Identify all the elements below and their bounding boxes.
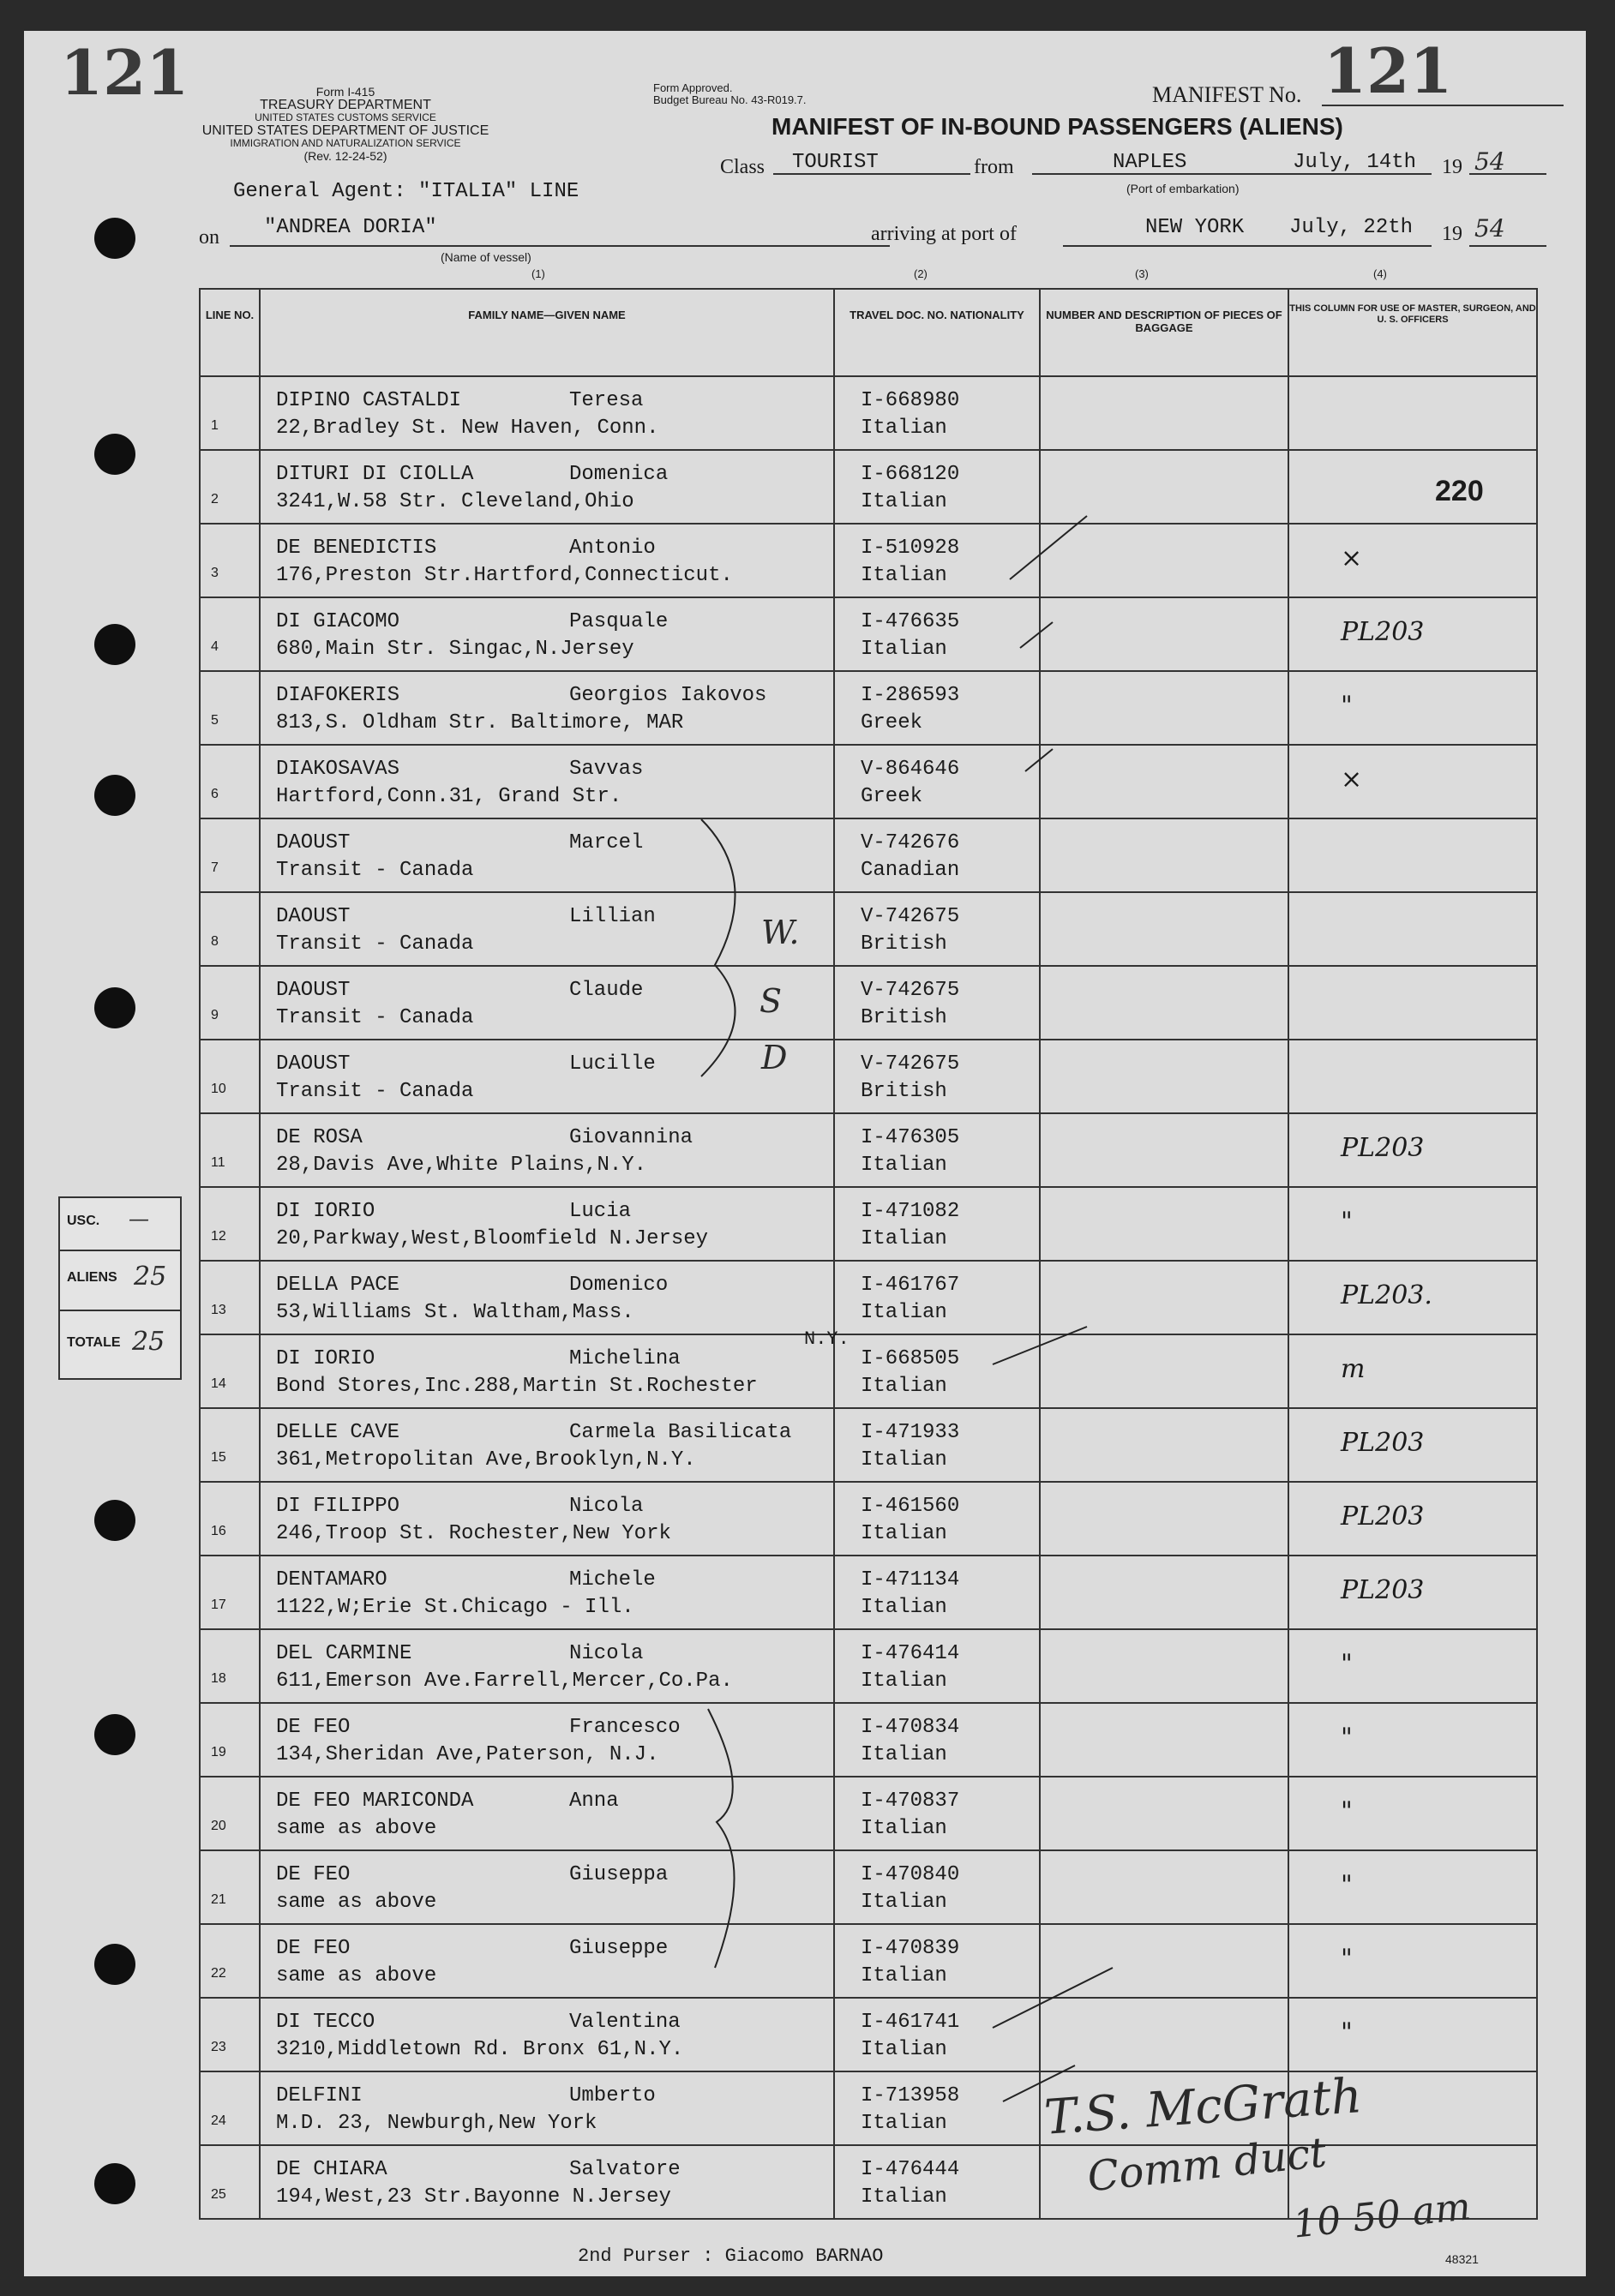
arrival-date: July, 22th: [1289, 216, 1414, 239]
check-mark: [1020, 622, 1053, 648]
given-name: Giuseppe: [569, 1937, 669, 1960]
travel-doc-number: V-742676: [861, 831, 960, 854]
travel-doc-number: I-713958: [861, 2084, 960, 2107]
travel-doc-number: I-461560: [861, 1495, 960, 1518]
travel-doc-number: I-286593: [861, 684, 960, 707]
port-of-embarkation: NAPLES: [1113, 151, 1187, 174]
address: 361,Metropolitan Ave,Brooklyn,N.Y.: [276, 1448, 696, 1472]
line-number: 10: [211, 1082, 226, 1096]
officer-note: 220: [1435, 475, 1484, 507]
nationality: Italian: [861, 1522, 947, 1545]
line-number: 3: [211, 566, 219, 580]
column-number-2: (2): [914, 267, 928, 280]
nationality: Italian: [861, 2112, 947, 2135]
form-approved: Form Approved.: [653, 81, 733, 94]
nationality: Italian: [861, 1227, 947, 1250]
family-name: DI TECCO: [276, 2011, 375, 2034]
travel-doc-number: V-742675: [861, 1052, 960, 1076]
line-number: 7: [211, 860, 219, 875]
nationality: Greek: [861, 711, 923, 734]
nationality: British: [861, 1080, 947, 1103]
justice-department: UNITED STATES DEPARTMENT OF JUSTICE: [201, 123, 489, 138]
officer-note: ": [1341, 1796, 1353, 1826]
address: 3210,Middletown Rd. Bronx 61,N.Y.: [276, 2038, 684, 2061]
travel-doc-number: V-864646: [861, 758, 960, 781]
given-name: Marcel: [569, 831, 644, 854]
line-number: 18: [211, 1671, 226, 1686]
travel-doc-number: I-476444: [861, 2158, 960, 2181]
header-officers: THIS COLUMN FOR USE OF MASTER, SURGEON, AND U. S. OFFICERS: [1289, 303, 1536, 325]
manifest-title: MANIFEST OF IN-BOUND PASSENGERS (ALIENS): [771, 113, 1343, 140]
nationality: Italian: [861, 1375, 947, 1398]
line-number: 21: [211, 1892, 226, 1907]
nationality: Italian: [861, 2185, 947, 2209]
address: same as above: [276, 1891, 437, 1914]
given-name: Teresa: [569, 389, 644, 412]
nationality: British: [861, 932, 947, 956]
officer-note: ": [1341, 691, 1353, 721]
header-travel-doc: TRAVEL DOC. NO. NATIONALITY: [850, 309, 1024, 321]
address: 246,Troop St. Rochester,New York: [276, 1522, 671, 1545]
officer-note: ": [1341, 2017, 1353, 2047]
column-number-4: (4): [1373, 267, 1387, 280]
family-mark-d: D: [761, 1039, 788, 1076]
nationality: Italian: [861, 1891, 947, 1914]
address: Bond Stores,Inc.288,Martin St.Rochester: [276, 1375, 758, 1398]
nationality: Italian: [861, 1670, 947, 1693]
line-number: 9: [211, 1008, 219, 1022]
line-number: 6: [211, 787, 219, 801]
on-label: on: [199, 226, 219, 249]
embarkation-year-prefix: 19: [1442, 156, 1462, 178]
nationality: Italian: [861, 1596, 947, 1619]
header-line-no: LINE NO.: [205, 309, 255, 321]
family-name: DAOUST: [276, 905, 351, 928]
family-name: DI FILIPPO: [276, 1495, 400, 1518]
line-number: 2: [211, 492, 219, 507]
family-name: DELFINI: [276, 2084, 363, 2107]
form-number: Form I-415: [315, 85, 375, 99]
travel-doc-number: I-510928: [861, 537, 960, 560]
given-name: Valentina: [569, 2011, 681, 2034]
family-name: DE CHIARA: [276, 2158, 387, 2181]
manifest-sheet: [24, 31, 1586, 2276]
line-number: 22: [211, 1966, 226, 1981]
given-name: Savvas: [569, 758, 644, 781]
family-name: DI GIACOMO: [276, 610, 400, 633]
signature-time: 10 50 am: [1290, 2185, 1474, 2247]
nationality: Italian: [861, 490, 947, 513]
travel-doc-number: I-461741: [861, 2011, 960, 2034]
tally-box: [58, 1196, 182, 1380]
form-revision: (Rev. 12-24-52): [303, 149, 387, 163]
treasury-department: TREASURY DEPARTMENT: [260, 98, 431, 112]
given-name: Michele: [569, 1568, 656, 1592]
travel-doc-number: I-471082: [861, 1200, 960, 1223]
manifest-number-stamp-left: 121: [60, 36, 189, 109]
family-mark-s: S: [759, 982, 783, 1020]
family-bracket: [701, 819, 735, 1076]
officer-note: ": [1341, 1649, 1353, 1679]
address: 134,Sheridan Ave,Paterson, N.J.: [276, 1743, 659, 1766]
given-name: Giovannina: [569, 1126, 693, 1149]
total-label: TOTALE: [67, 1335, 121, 1350]
family-name: DAOUST: [276, 1052, 351, 1076]
travel-doc-number: I-476414: [861, 1642, 960, 1665]
class-label: Class: [720, 156, 765, 178]
officer-note: m: [1341, 1354, 1366, 1384]
check-mark: [993, 1327, 1087, 1364]
customs-service: UNITED STATES CUSTOMS SERVICE: [255, 111, 436, 123]
address: Transit - Canada: [276, 1006, 474, 1029]
family-name: DE FEO MARICONDA: [276, 1789, 474, 1813]
family-name: DI IORIO: [276, 1200, 375, 1223]
family-name: DE FEO: [276, 1716, 351, 1739]
address: 813,S. Oldham Str. Baltimore, MAR: [276, 711, 684, 734]
nationality: Italian: [861, 1964, 947, 1987]
embarkation-date: July, 14th: [1293, 151, 1417, 174]
line-number: 4: [211, 639, 219, 654]
address: 680,Main Str. Singac,N.Jersey: [276, 638, 634, 661]
officer-note: ": [1341, 1207, 1353, 1237]
given-name: Claude: [569, 979, 644, 1002]
given-name: Lucia: [569, 1200, 632, 1223]
from-label: from: [974, 156, 1014, 178]
given-name: Domenica: [569, 463, 669, 486]
vessel-caption: (Name of vessel): [441, 250, 531, 264]
line-number: 11: [211, 1155, 225, 1170]
family-name: DAOUST: [276, 979, 351, 1002]
given-name: Georgios Iakovos: [569, 684, 767, 707]
given-name: Domenico: [569, 1274, 669, 1297]
address: 194,West,23 Str.Bayonne N.Jersey: [276, 2185, 671, 2209]
nationality: Italian: [861, 1154, 947, 1177]
travel-doc-number: I-461767: [861, 1274, 960, 1297]
line-number: 16: [211, 1524, 226, 1538]
family-name: DAOUST: [276, 831, 351, 854]
address: Transit - Canada: [276, 1080, 474, 1103]
travel-doc-number: I-470834: [861, 1716, 960, 1739]
given-name: Francesco: [569, 1716, 681, 1739]
travel-doc-number: I-668120: [861, 463, 960, 486]
manifest-number-stamp-right: 121: [1324, 34, 1453, 107]
address: 53,Williams St. Waltham,Mass.: [276, 1301, 634, 1324]
address: Hartford,Conn.31, Grand Str.: [276, 785, 622, 808]
given-name: Nicola: [569, 1642, 644, 1665]
given-name: Nicola: [569, 1495, 644, 1518]
given-name: Umberto: [569, 2084, 656, 2107]
line-number: 1: [211, 418, 219, 433]
check-mark: [1025, 749, 1053, 771]
header-baggage: NUMBER AND DESCRIPTION OF PIECES OF BAGGAGE: [1046, 309, 1282, 334]
given-name: Michelina: [569, 1347, 681, 1370]
address: 20,Parkway,West,Bloomfield N.Jersey: [276, 1227, 709, 1250]
arrival-year-prefix: 19: [1442, 223, 1462, 245]
travel-doc-number: I-470839: [861, 1937, 960, 1960]
manifest-number-label: MANIFEST No.: [1152, 82, 1302, 107]
nationality: Italian: [861, 564, 947, 587]
given-name: Lucille: [569, 1052, 656, 1076]
address: same as above: [276, 1817, 437, 1840]
nationality: Canadian: [861, 859, 960, 882]
travel-doc-number: I-668980: [861, 389, 960, 412]
given-name: Lillian: [569, 905, 656, 928]
hand-marks-overlay: [24, 31, 1586, 2276]
line-number: 20: [211, 1819, 226, 1833]
officer-note: PL203.: [1341, 1280, 1432, 1310]
officer-note: PL203: [1341, 1133, 1425, 1163]
nationality: Italian: [861, 638, 947, 661]
budget-bureau: Budget Bureau No. 43-R019.7.: [653, 93, 807, 106]
family-name: DIAKOSAVAS: [276, 758, 400, 781]
travel-doc-number: I-470837: [861, 1789, 960, 1813]
line-number: 15: [211, 1450, 226, 1465]
nationality: Italian: [861, 417, 947, 440]
officer-note: ": [1341, 1870, 1353, 1900]
embarkation-year: 54: [1474, 147, 1505, 176]
officer-note: ": [1341, 1944, 1353, 1974]
officer-note: ×: [1341, 543, 1363, 573]
aliens-label: ALIENS: [67, 1270, 117, 1285]
nationality: Greek: [861, 785, 923, 808]
port-caption: (Port of embarkation): [1126, 182, 1240, 195]
nationality: Italian: [861, 1743, 947, 1766]
family-name: DE BENEDICTIS: [276, 537, 437, 560]
line-number: 23: [211, 2040, 226, 2054]
officer-note: PL203: [1341, 1428, 1425, 1458]
travel-doc-number: I-668505: [861, 1347, 960, 1370]
given-name: Antonio: [569, 537, 656, 560]
travel-doc-number: I-470840: [861, 1863, 960, 1886]
address: M.D. 23, Newburgh,New York: [276, 2112, 597, 2135]
line-number: 19: [211, 1745, 226, 1759]
nationality: Italian: [861, 1817, 947, 1840]
line-number: 17: [211, 1598, 226, 1612]
nationality: Italian: [861, 1301, 947, 1324]
address: 3241,W.58 Str. Cleveland,Ohio: [276, 490, 634, 513]
address: 28,Davis Ave,White Plains,N.Y.: [276, 1154, 647, 1177]
family-name: DELLE CAVE: [276, 1421, 400, 1444]
nationality: Italian: [861, 2038, 947, 2061]
nationality: British: [861, 1006, 947, 1029]
travel-doc-number: V-742675: [861, 905, 960, 928]
travel-doc-number: I-471134: [861, 1568, 960, 1592]
family-name: DE FEO: [276, 1863, 351, 1886]
given-name: Giuseppa: [569, 1863, 669, 1886]
officer-title: Comm duct: [1084, 2128, 1329, 2202]
arrival-year: 54: [1474, 214, 1505, 243]
column-number-3: (3): [1135, 267, 1149, 280]
address: 176,Preston Str.Hartford,Connecticut.: [276, 564, 733, 587]
usc-value: —: [129, 1207, 149, 1231]
family-name: DIAFOKERIS: [276, 684, 400, 707]
family-name: DI IORIO: [276, 1347, 375, 1370]
address: 1122,W;Erie St.Chicago - Ill.: [276, 1596, 634, 1619]
travel-doc-number: V-742675: [861, 979, 960, 1002]
address: same as above: [276, 1964, 437, 1987]
family-name: DITURI DI CIOLLA: [276, 463, 474, 486]
vessel-name: "ANDREA DORIA": [264, 216, 437, 239]
travel-doc-number: I-476305: [861, 1126, 960, 1149]
line-number: 13: [211, 1303, 226, 1317]
officer-note: PL203: [1341, 617, 1425, 647]
ny-note: N.Y.: [804, 1328, 850, 1350]
family-name: DIPINO CASTALDI: [276, 389, 462, 412]
class-value: TOURIST: [792, 151, 879, 174]
arriving-label: arriving at port of: [871, 223, 1017, 245]
officer-signature: T.S. McGrath: [1042, 2068, 1364, 2146]
ins-service: IMMIGRATION AND NATURALIZATION SERVICE: [230, 137, 461, 149]
address: 611,Emerson Ave.Farrell,Mercer,Co.Pa.: [276, 1670, 733, 1693]
given-name: Anna: [569, 1789, 619, 1813]
travel-doc-number: I-471933: [861, 1421, 960, 1444]
header-name: FAMILY NAME—GIVEN NAME: [468, 309, 626, 321]
arrival-port: NEW YORK: [1145, 216, 1245, 239]
officer-note: PL203: [1341, 1575, 1425, 1605]
officer-note: ": [1341, 1723, 1353, 1753]
family-name: DENTAMARO: [276, 1568, 387, 1592]
address: Transit - Canada: [276, 859, 474, 882]
family-name: DEL CARMINE: [276, 1642, 412, 1665]
purser-line: 2nd Purser : Giacomo BARNAO: [578, 2245, 884, 2267]
address: Transit - Canada: [276, 932, 474, 956]
officer-note: PL203: [1341, 1502, 1425, 1532]
usc-label: USC.: [67, 1214, 100, 1228]
line-number: 14: [211, 1376, 226, 1391]
family-mark-w: W.: [761, 914, 800, 951]
line-number: 5: [211, 713, 219, 728]
form-code: 48321: [1445, 2252, 1479, 2266]
address: 22,Bradley St. New Haven, Conn.: [276, 417, 659, 440]
line-number: 24: [211, 2113, 226, 2128]
given-name: Pasquale: [569, 610, 669, 633]
nationality: Italian: [861, 1448, 947, 1472]
check-mark: [1010, 516, 1087, 579]
total-value: 25: [132, 1327, 165, 1357]
family-name: DE FEO: [276, 1937, 351, 1960]
line-number: 12: [211, 1229, 226, 1244]
family-name: DE ROSA: [276, 1126, 363, 1149]
family-name: DELLA PACE: [276, 1274, 400, 1297]
given-name: Salvatore: [569, 2158, 681, 2181]
travel-doc-number: I-476635: [861, 610, 960, 633]
column-number-1: (1): [531, 267, 545, 280]
officer-note: ×: [1341, 764, 1363, 794]
general-agent: General Agent: "ITALIA" LINE: [233, 180, 579, 203]
line-number: 25: [211, 2187, 226, 2202]
check-mark: [993, 1968, 1113, 2028]
line-number: 8: [211, 934, 219, 949]
given-name: Carmela Basilicata: [569, 1421, 792, 1444]
aliens-value: 25: [134, 1262, 167, 1292]
family-bracket: [708, 1709, 735, 1968]
